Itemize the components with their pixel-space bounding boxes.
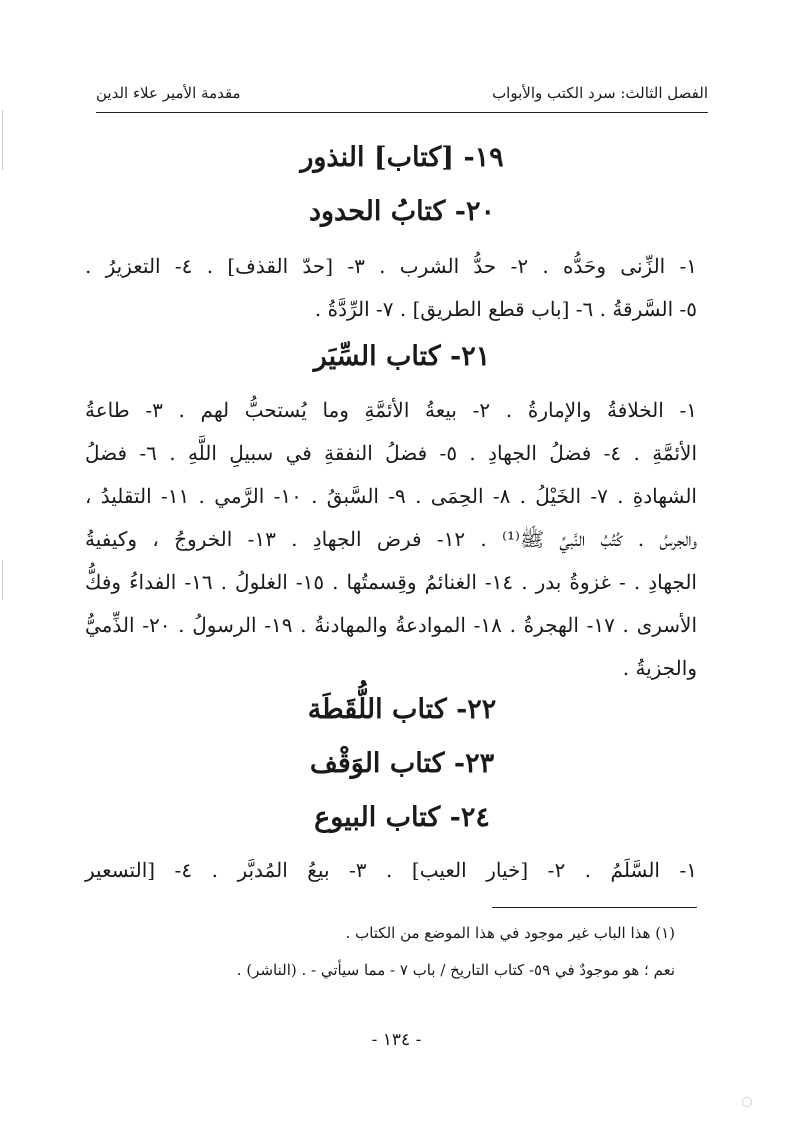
margin-tick-bottom	[2, 560, 3, 600]
section-21-line-2: الأئمَّةِ . ٤- فضلُ الجهادِ . ٥- فضلُ النفقةِ في سبيلِ اللَّهِ . ٦- فضلُ	[85, 441, 698, 465]
footnote-2: نعم ؛ هو موجودٌ في ٥٩- كتاب التاريخ / باب ٧ - مما سيأتي - . (الناشر) .	[236, 961, 675, 979]
book-title-header: مقدمة الأمير علاء الدين	[96, 84, 241, 102]
section-title-20: ٢٠- كتابُ الحدود	[308, 196, 496, 227]
running-header	[96, 84, 708, 108]
section-21-line-6: الأسرى . ١٧- الهجرةُ . ١٨- الموادعةُ والمهادنةُ . ١٩- الرسولُ . ٢٠- الذِّميُّ	[85, 613, 697, 637]
section-21-line-1: ١- الخلافةُ والإمارةُ . ٢- بيعةُ الأئمَّةِ وما يُستحبُّ لهم . ٣- طاعةُ	[85, 398, 698, 422]
section-20-line-2: ٥- السَّرقةُ . ٦- [باب قطع الطريق] . ٧- الرِّدَّةُ .	[314, 297, 697, 321]
footnote-rule	[492, 907, 697, 908]
section-title-24: ٢٤- كتاب البيوع	[314, 802, 490, 833]
section-20-line-1: ١- الزِّنى وحَدُّه . ٢- حدُّ الشرب . ٣- [حدّ القذف] . ٤- التعزيرُ .	[85, 254, 698, 278]
section-21-line-7: والجزيةُ .	[622, 656, 697, 680]
section-title-21: ٢١- كتاب السِّيَر	[313, 341, 491, 372]
section-21-line-5: الجهادِ . - غزوةُ بدر . ١٤- الغنائمُ وقِسمتُها . ١٥- الغلولُ . ١٦- الفداءُ وفكُّ	[85, 570, 697, 594]
header-rule	[96, 112, 708, 113]
margin-tick-top	[2, 110, 3, 170]
corner-mark	[742, 1097, 752, 1107]
section-21-line-4: والجرسُ . كُتُبُ النَّبيِّ ﷺ⁽¹⁾ . ١٢- فرض الجهادِ . ١٣- الخروجُ ، وكيفيةُ	[85, 527, 698, 551]
section-21-line-3: الشهادةِ . ٧- الخَيْلُ . ٨- الحِمَى . ٩- السَّبقُ . ١٠- الرَّمي . ١١- التقليدُ ،	[85, 484, 697, 508]
section-title-22: ٢٢- كتاب اللُّقَطَة	[307, 694, 497, 725]
footnote-1: (١) هذا الباب غير موجود في هذا الموضع من الكتاب .	[345, 924, 675, 942]
chapter-title: الفصل الثالث: سرد الكتب والأبواب	[492, 84, 708, 102]
section-24-line-1: ١- السَّلَمُ . ٢- [خيار العيب] . ٣- بيعُ المُدبَّر . ٤- [التسعير	[85, 858, 698, 882]
section-title-23: ٢٣- كتاب الوَقْف	[309, 748, 495, 779]
page-number: - ١٣٤ -	[371, 1030, 422, 1050]
section-title-19: ١٩- [كتاب] النذور	[300, 142, 504, 173]
